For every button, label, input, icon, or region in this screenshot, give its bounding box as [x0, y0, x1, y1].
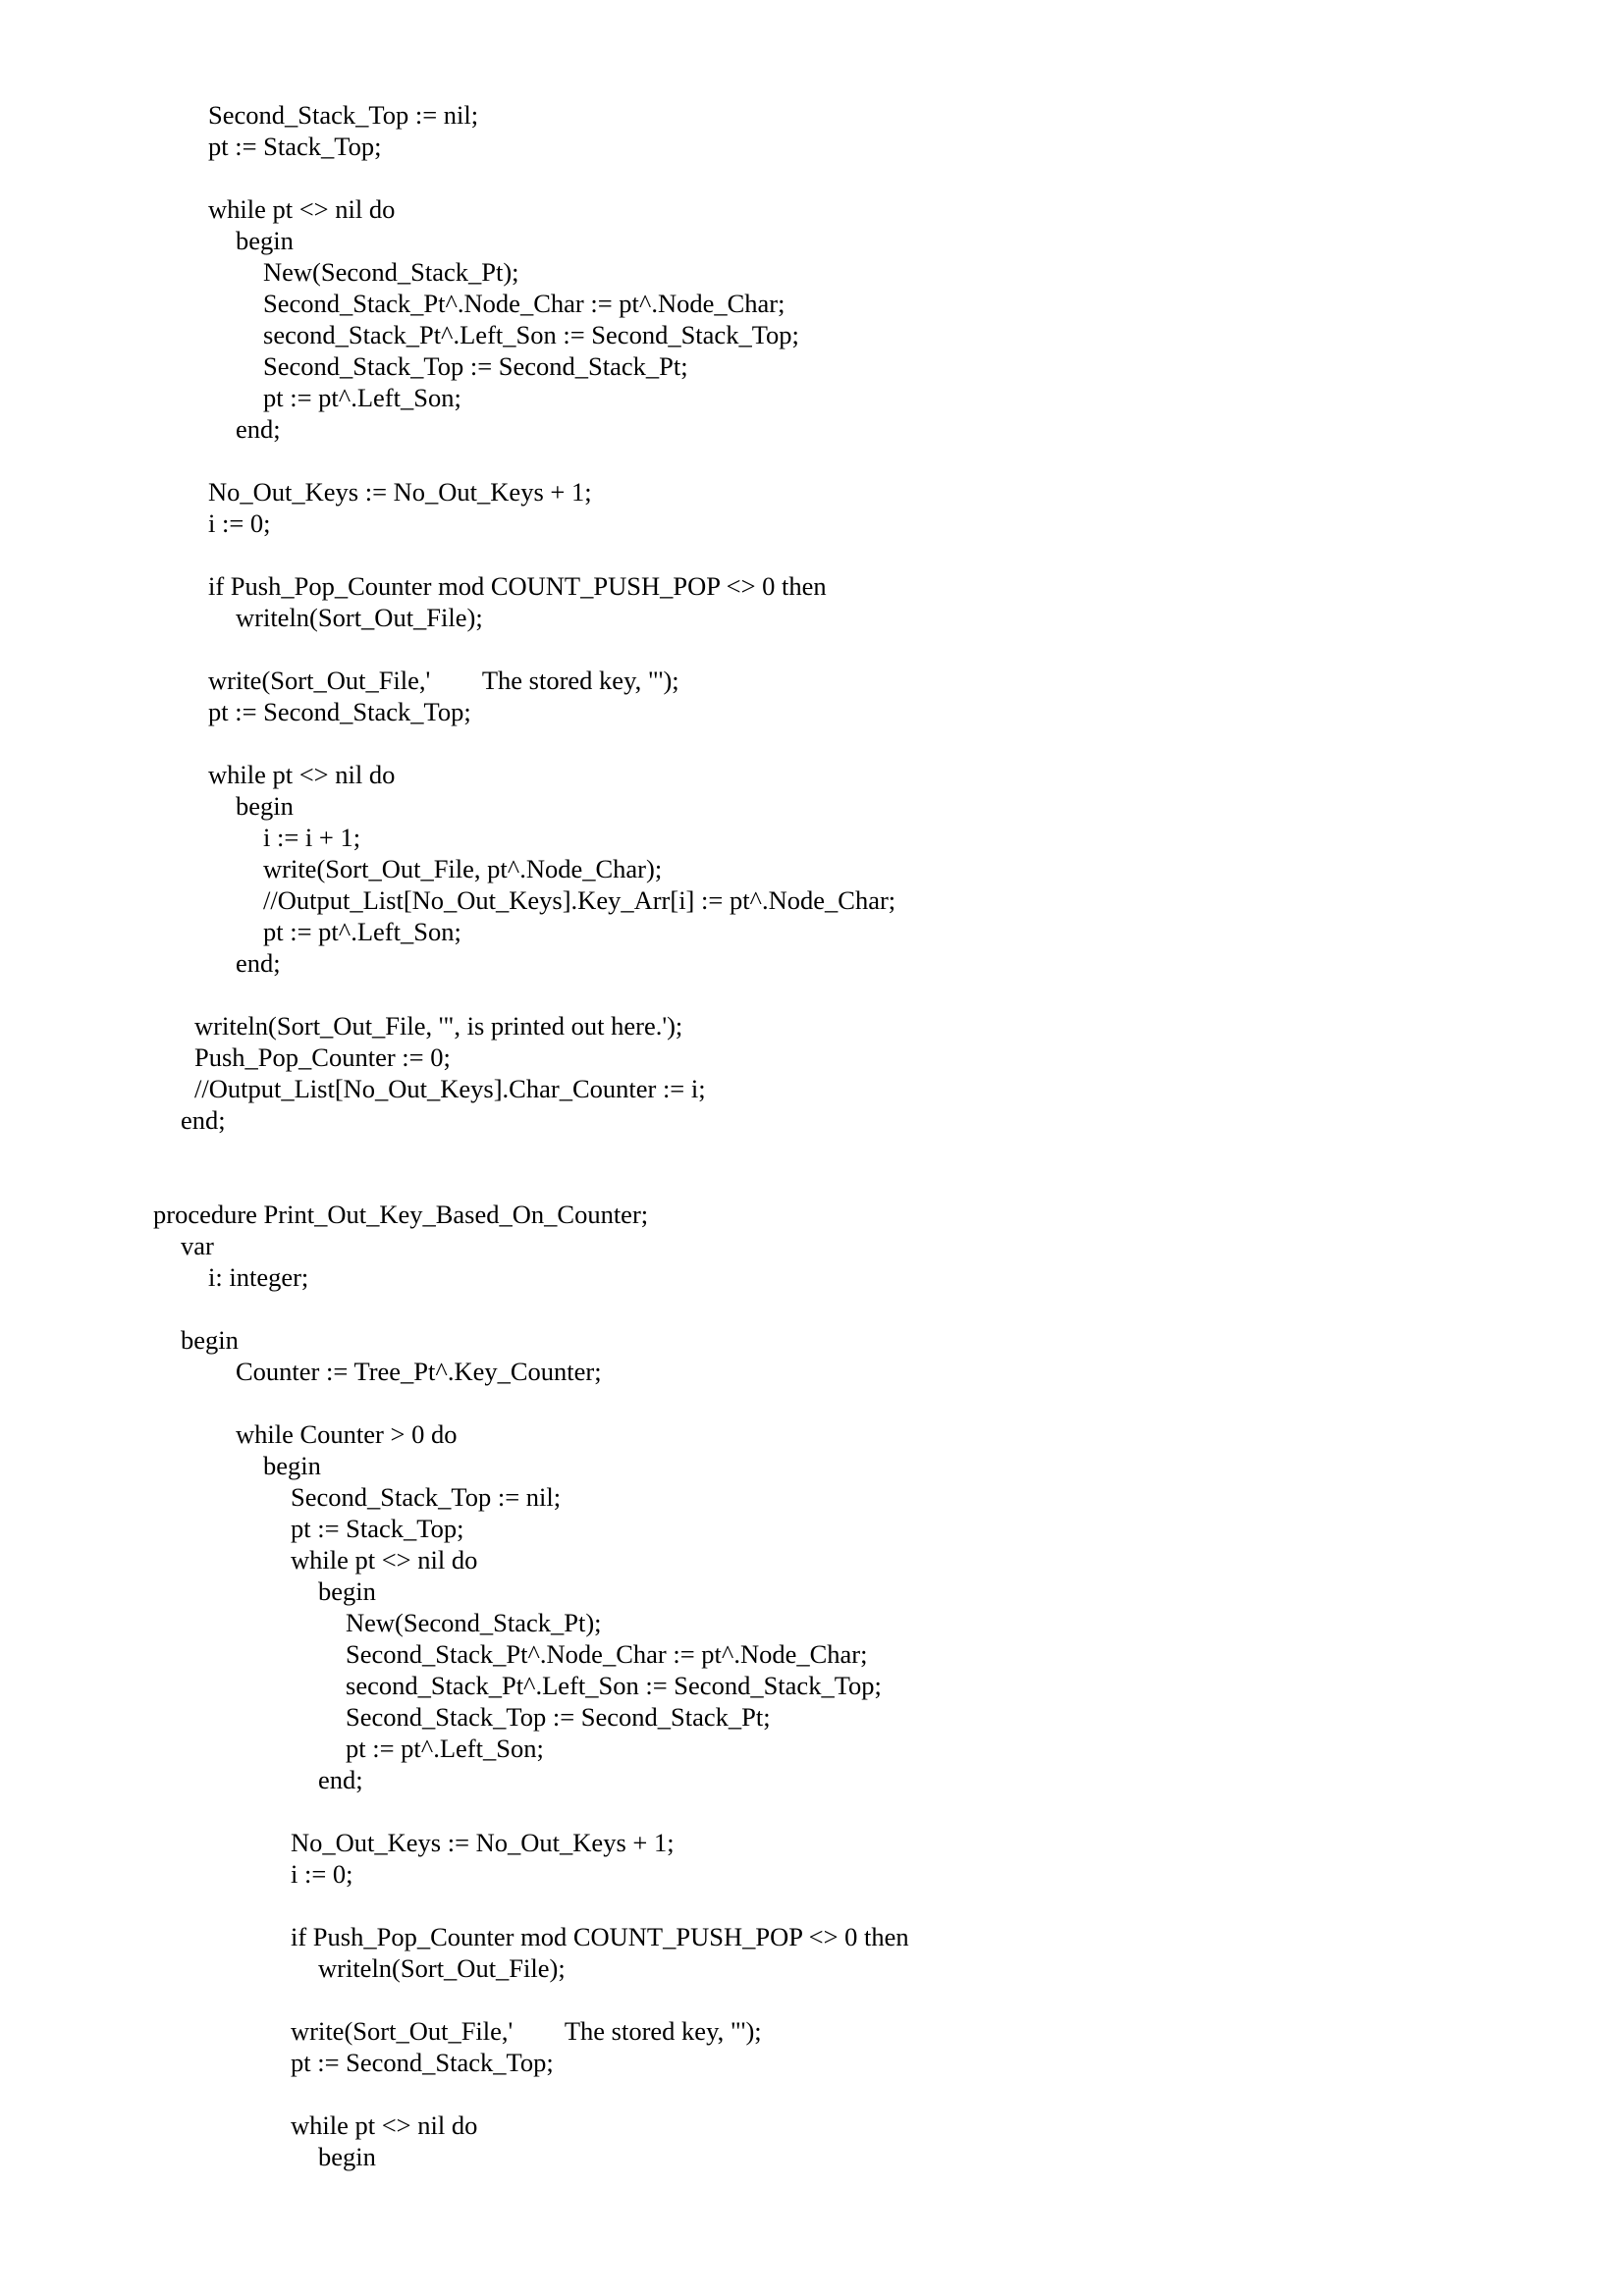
code-line: i := 0;: [208, 508, 271, 538]
code-line: while pt <> nil do: [208, 194, 396, 224]
code-line: var: [181, 1231, 214, 1260]
code-line: Second_Stack_Pt^.Node_Char := pt^.Node_Char;: [263, 289, 785, 318]
code-line: begin: [263, 1451, 321, 1480]
code-line: No_Out_Keys := No_Out_Keys + 1;: [208, 477, 592, 507]
code-line: begin: [318, 1576, 376, 1606]
code-line: while Counter > 0 do: [236, 1419, 458, 1449]
code-line: end;: [236, 414, 281, 444]
code-line: i := i + 1;: [263, 823, 361, 852]
code-line: while pt <> nil do: [291, 2110, 478, 2140]
code-line: second_Stack_Pt^.Left_Son := Second_Stack_Top;: [346, 1671, 882, 1700]
code-line: pt := pt^.Left_Son;: [263, 383, 461, 412]
code-line: pt := Stack_Top;: [208, 132, 382, 161]
code-line: while pt <> nil do: [291, 1545, 478, 1575]
code-line: //Output_List[No_Out_Keys].Key_Arr[i] := pt^.Node_Char;: [263, 885, 896, 915]
code-line: pt := Stack_Top;: [291, 1514, 464, 1543]
code-line: writeln(Sort_Out_File, '", is printed out here.');: [194, 1011, 683, 1041]
code-line: pt := Second_Stack_Top;: [291, 2048, 554, 2077]
code-line: Second_Stack_Top := Second_Stack_Pt;: [346, 1702, 771, 1732]
code-line: begin: [181, 1325, 239, 1355]
code-line: begin: [318, 2142, 376, 2171]
code-line: pt := pt^.Left_Son;: [346, 1734, 544, 1763]
code-line: Second_Stack_Top := nil;: [291, 1482, 562, 1512]
code-line: end;: [318, 1765, 363, 1794]
code-line: begin: [236, 791, 294, 821]
code-line: if Push_Pop_Counter mod COUNT_PUSH_POP <> 0 then: [208, 571, 827, 601]
code-line: write(Sort_Out_File,' The stored key, "');: [291, 2016, 762, 2046]
code-line: pt := Second_Stack_Top;: [208, 697, 471, 726]
code-line: writeln(Sort_Out_File);: [318, 1953, 566, 1983]
code-line: i := 0;: [291, 1859, 353, 1889]
code-line: //Output_List[No_Out_Keys].Char_Counter := i;: [194, 1074, 706, 1103]
code-line: Second_Stack_Top := Second_Stack_Pt;: [263, 351, 688, 381]
code-line: procedure Print_Out_Key_Based_On_Counter;: [153, 1200, 649, 1229]
code-line: New(Second_Stack_Pt);: [263, 257, 519, 287]
code-line: end;: [236, 948, 281, 978]
code-line: while pt <> nil do: [208, 760, 396, 789]
code-line: begin: [236, 226, 294, 255]
code-line: Push_Pop_Counter := 0;: [194, 1042, 451, 1072]
code-line: second_Stack_Pt^.Left_Son := Second_Stack_Top;: [263, 320, 799, 349]
code-line: write(Sort_Out_File, pt^.Node_Char);: [263, 854, 663, 883]
code-line: No_Out_Keys := No_Out_Keys + 1;: [291, 1828, 675, 1857]
code-line: i: integer;: [208, 1262, 309, 1292]
code-line: pt := pt^.Left_Son;: [263, 917, 461, 946]
code-line: writeln(Sort_Out_File);: [236, 603, 483, 632]
code-line: Second_Stack_Pt^.Node_Char := pt^.Node_Char;: [346, 1639, 868, 1669]
code-line: New(Second_Stack_Pt);: [346, 1608, 602, 1637]
code-line: if Push_Pop_Counter mod COUNT_PUSH_POP <> 0 then: [291, 1922, 909, 1951]
code-line: end;: [181, 1105, 226, 1135]
code-line: write(Sort_Out_File,' The stored key, "');: [208, 666, 679, 695]
code-line: Second_Stack_Top := nil;: [208, 100, 479, 130]
code-line: Counter := Tree_Pt^.Key_Counter;: [236, 1357, 602, 1386]
